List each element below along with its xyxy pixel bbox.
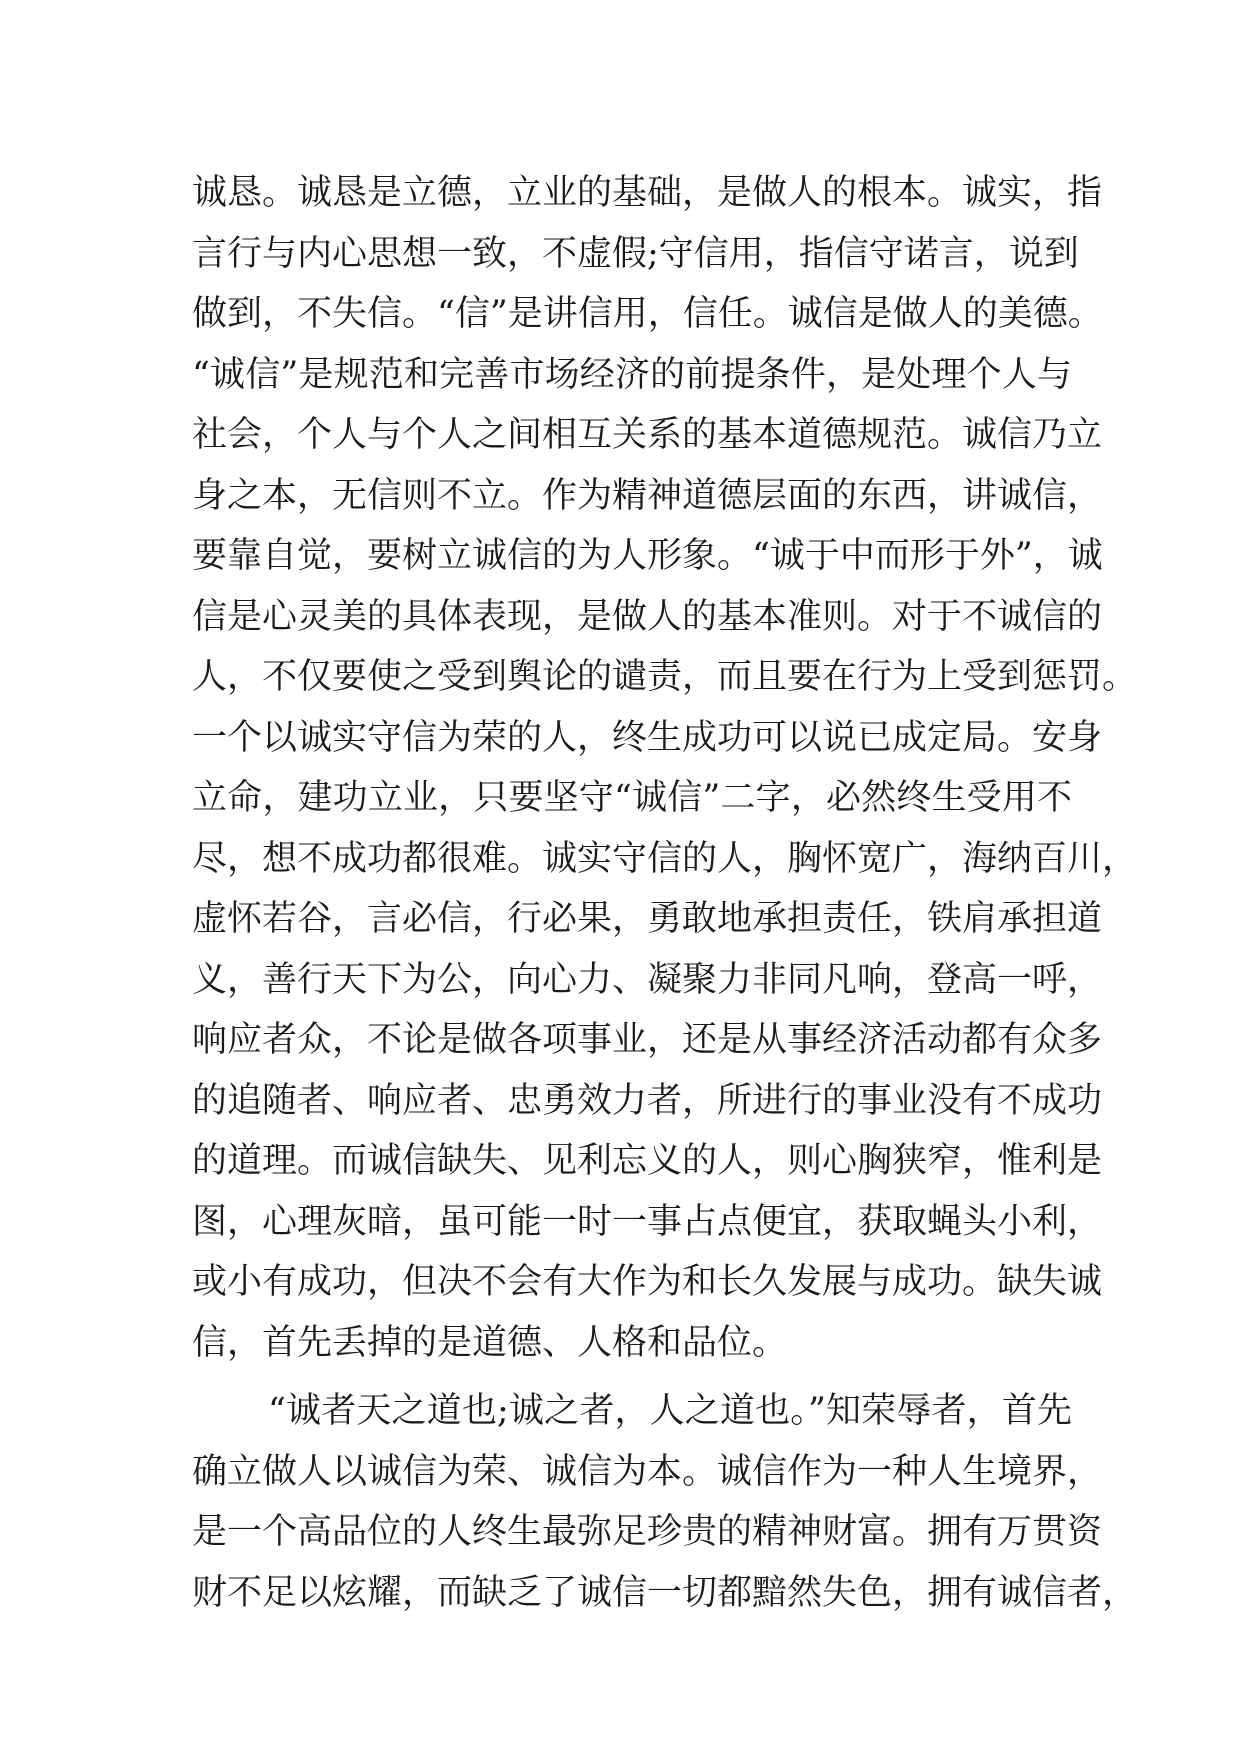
text-line: 要靠自觉，要树立诚信的为人形象。“诚于中而形于外”，诚 (192, 536, 1103, 576)
text-line: 确立做人以诚信为荣、诚信为本。诚信作为一种人生境界， (192, 1451, 1103, 1492)
text-line: 信是心灵美的具体表现，是做人的基本准则。对于不诚信的 (192, 596, 1103, 637)
text-line: 信，首先丢掉的是道德、人格和品位。 (192, 1322, 788, 1363)
text-line: 做到，不失信。“信”是讲信用，信任。诚信是做人的美德。 (192, 294, 1103, 334)
text-line: 尽，想不成功都很难。诚实守信的人，胸怀宽广，海纳百川， (192, 838, 1138, 879)
paragraph-1 (192, 163, 1138, 1373)
text-line: 响应者众，不论是做各项事业，还是从事经济活动都有众多 (192, 1020, 1103, 1060)
text-line: 是一个高品位的人终生最弥足珍贵的精神财富。拥有万贯资 (192, 1512, 1103, 1552)
text-line: 社会，个人与个人之间相互关系的基本道德规范。诚信乃立 (192, 415, 1103, 455)
body-text (192, 163, 1138, 1623)
text-line: 人，不仅要使之受到舆论的谴责，而且要在行为上受到惩罚。 (192, 657, 1138, 697)
text-line: 财不足以炫耀，而缺乏了诚信一切都黯然失色，拥有诚信者， (192, 1572, 1138, 1613)
text-line: 图，心理灰暗，虽可能一时一事占点便宜，获取蝇头小利， (192, 1201, 1103, 1242)
text-line: 虚怀若谷，言必信，行必果，勇敢地承担责任，铁肩承担道 (192, 899, 1103, 939)
text-line: 立命，建功立业，只要坚守“诚信”二字，必然终生受用不 (192, 778, 1072, 818)
paragraph-spacer (192, 1373, 1072, 1381)
text-line: 言行与内心思想一致，不虚假;守信用，指信守诺言，说到 (192, 233, 1079, 274)
text-line: 的追随者、响应者、忠勇效力者，所进行的事业没有不成功 (192, 1080, 1103, 1121)
text-line: 一个以诚实守信为荣的人，终生成功可以说已成定局。安身 (192, 717, 1103, 758)
paragraph-2 (192, 1381, 1138, 1623)
text-line: 义，善行天下为公，向心力、凝聚力非同凡响，登高一呼， (192, 959, 1103, 1000)
text-line: 身之本，无信则不立。作为精神道德层面的东西，讲诚信， (192, 475, 1103, 516)
text-line: “诚者天之道也;诚之者，人之道也。”知荣辱者，首先 (268, 1391, 1072, 1431)
text-line: “诚信”是规范和完善市场经济的前提条件，是处理个人与 (192, 354, 1072, 395)
text-line: 的道理。而诚信缺失、见利忘义的人，则心胸狭窄，惟利是 (192, 1141, 1103, 1181)
text-line: 诚恳。诚恳是立德，立业的基础，是做人的根本。诚实，指 (192, 173, 1103, 213)
text-line: 或小有成功，但决不会有大作为和长久发展与成功。缺失诚 (192, 1262, 1103, 1302)
